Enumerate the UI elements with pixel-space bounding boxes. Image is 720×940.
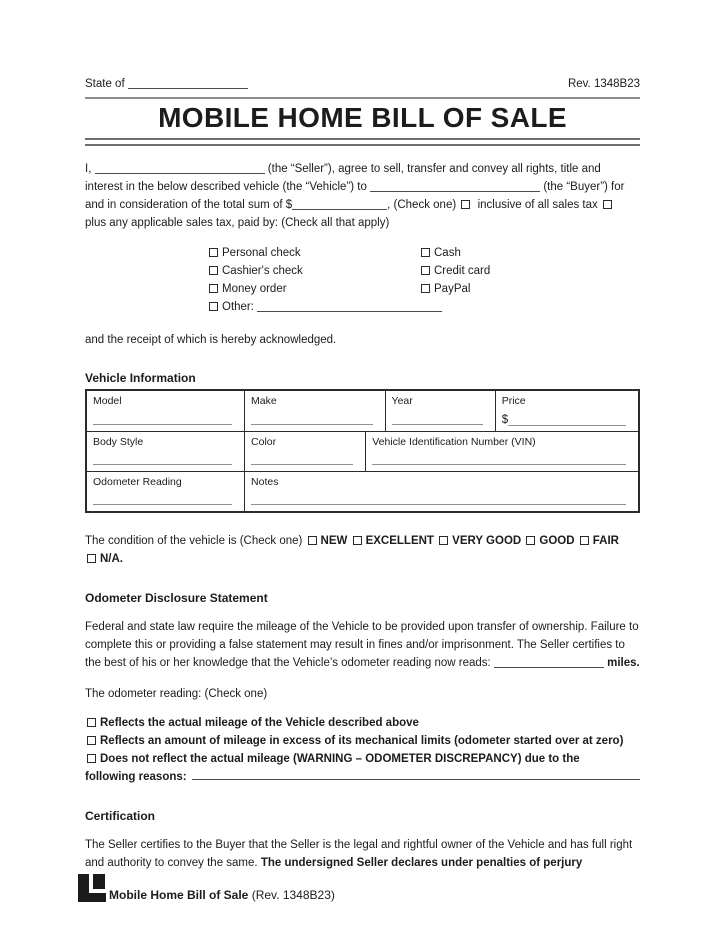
other-checkbox[interactable]: [209, 302, 218, 311]
footer-title: Mobile Home Bill of Sale: [109, 888, 249, 902]
odometer-option-actual: [85, 714, 640, 732]
make-label: Make: [251, 395, 277, 407]
condition-very-good-label: VERY GOOD: [452, 535, 522, 547]
cashiers-check-checkbox[interactable]: [209, 266, 218, 275]
plus-sales-tax-label: plus any applicable sales tax, paid by: (Check all that apply): [85, 217, 390, 229]
payment-column-right: [419, 244, 490, 316]
body-style-field[interactable]: [93, 464, 232, 465]
seller-name-field[interactable]: [95, 162, 265, 174]
odometer-law-paragraph: [85, 618, 640, 672]
price-prefix: $: [501, 414, 509, 426]
color-cell: [244, 432, 365, 471]
cash-label: Cash: [434, 247, 461, 259]
credit-card-checkbox[interactable]: [421, 266, 430, 275]
vin-field[interactable]: [372, 464, 626, 465]
other-field[interactable]: [257, 300, 442, 312]
intro-text-2: (the “Seller”), agree to sell, transfer and convey all rights, title and interest in the below described vehicle (the “Vehicle”) to: [85, 163, 601, 193]
odometer-options: [85, 714, 640, 786]
credit-card-label: Credit card: [434, 265, 491, 277]
odometer-reading-field[interactable]: [93, 504, 232, 505]
price-label: Price: [501, 395, 526, 407]
year-label: Year: [391, 395, 413, 407]
odometer-reading-cell: [87, 472, 244, 511]
payment-methods: [207, 244, 640, 316]
body-style-cell: [87, 432, 244, 471]
year-field[interactable]: [392, 424, 483, 425]
condition-lead: The condition of the vehicle is (Check one): [85, 535, 303, 547]
price-cell: [495, 391, 638, 431]
condition-new-checkbox[interactable]: [308, 536, 317, 545]
payment-option-cashiers-check: [207, 262, 419, 280]
personal-check-label: Personal check: [222, 247, 301, 259]
notes-field[interactable]: [251, 504, 626, 505]
intro-text-3: (the “Buyer”) for and in consideration of the total sum of $: [85, 181, 625, 211]
document-header: [85, 77, 640, 90]
table-row: [87, 391, 638, 431]
table-row: [87, 431, 638, 471]
money-order-label: Money order: [222, 283, 287, 295]
intro-text-1: I,: [85, 163, 92, 175]
model-field[interactable]: [93, 424, 232, 425]
payment-option-paypal: [419, 280, 490, 298]
plus-sales-tax-checkbox[interactable]: [603, 200, 612, 209]
year-cell: [385, 391, 495, 431]
condition-new-label: NEW: [320, 535, 348, 547]
page-footer: [78, 874, 335, 902]
make-field[interactable]: [251, 424, 373, 425]
certification-text: The Seller certifies to the Buyer that the Seller is the legal and rightful owner of the Vehicle and has full right and authority to convey the same.: [85, 839, 633, 869]
vehicle-information-table: [85, 389, 640, 513]
condition-fair-label: FAIR: [592, 535, 619, 547]
table-row: [87, 471, 638, 511]
payment-option-cash: [419, 244, 490, 262]
color-label: Color: [251, 436, 277, 448]
notes-cell: [244, 472, 638, 511]
paypal-label: PayPal: [434, 283, 471, 295]
certification-bold-text: The undersigned Seller declares under penalties of perjury: [260, 857, 583, 869]
odometer-excess-label: Reflects an amount of mileage in excess of its mechanical limits (odometer started over at zero): [100, 735, 624, 747]
certification-heading: Certification: [85, 809, 156, 823]
footer-revision: (Rev. 1348B23): [251, 888, 335, 902]
payment-column-left: [207, 244, 419, 316]
state-field[interactable]: [128, 77, 248, 89]
personal-check-checkbox[interactable]: [209, 248, 218, 257]
odometer-miles-field[interactable]: [494, 656, 604, 668]
odometer-option-excess: [85, 732, 640, 750]
condition-na-checkbox[interactable]: [87, 554, 96, 563]
odometer-reading-label: Odometer Reading: [93, 476, 182, 488]
footer-text: [109, 888, 335, 902]
model-cell: [87, 391, 244, 431]
odometer-excess-checkbox[interactable]: [87, 736, 96, 745]
state-of-label: State of: [85, 78, 125, 90]
cashiers-check-label: Cashier's check: [222, 265, 303, 277]
odometer-option-discrepancy: [85, 750, 640, 768]
discrepancy-reasons-line: [85, 768, 640, 786]
payment-option-money-order: [207, 280, 419, 298]
state-of-line: [85, 77, 248, 90]
following-reasons-label: following reasons:: [85, 771, 187, 783]
receipt-line: and the receipt of which is hereby acknowledged.: [85, 334, 337, 346]
odometer-actual-label: Reflects the actual mileage of the Vehicle described above: [100, 717, 419, 729]
title-rule: [85, 138, 640, 146]
odometer-discrepancy-checkbox[interactable]: [87, 754, 96, 763]
condition-na-label: N/A.: [100, 553, 123, 565]
document-title: MOBILE HOME BILL OF SALE: [158, 102, 567, 133]
odometer-check-lead: The odometer reading: (Check one): [85, 688, 268, 700]
odometer-actual-checkbox[interactable]: [87, 718, 96, 727]
condition-excellent-checkbox[interactable]: [353, 536, 362, 545]
legal-templates-logo-icon: [78, 874, 106, 902]
make-cell: [244, 391, 385, 431]
body-style-label: Body Style: [93, 436, 144, 448]
cash-checkbox[interactable]: [421, 248, 430, 257]
odometer-discrepancy-label: Does not reflect the actual mileage (WARNING – ODOMETER DISCREPANCY) due to the: [100, 753, 580, 765]
condition-fair-checkbox[interactable]: [580, 536, 589, 545]
other-label: Other:: [222, 301, 254, 313]
discrepancy-reasons-field[interactable]: [192, 768, 640, 780]
condition-excellent-label: EXCELLENT: [365, 535, 434, 547]
odometer-disclosure-heading: Odometer Disclosure Statement: [85, 591, 268, 605]
condition-statement: [85, 532, 640, 568]
paypal-checkbox[interactable]: [421, 284, 430, 293]
payment-option-other: [207, 298, 419, 316]
model-label: Model: [93, 395, 122, 407]
inclusive-sales-tax-checkbox[interactable]: [461, 200, 470, 209]
condition-good-checkbox[interactable]: [526, 536, 535, 545]
intro-text-4: , (Check one): [387, 199, 457, 211]
payment-option-credit-card: [419, 262, 490, 280]
color-field[interactable]: [251, 464, 353, 465]
payment-option-personal-check: [207, 244, 419, 262]
condition-very-good-checkbox[interactable]: [439, 536, 448, 545]
odometer-law-text: Federal and state law require the mileage of the Vehicle to be provided upon transfer of ownership. Failure to complete this or providing a false statement may result in fines and/or imprisonment. The Seller certifies to the best of his or her knowledge that the Vehicle’s odometer reading now reads:: [85, 621, 639, 669]
money-order-checkbox[interactable]: [209, 284, 218, 293]
buyer-name-field[interactable]: [370, 180, 540, 192]
vehicle-information-heading: Vehicle Information: [85, 371, 196, 385]
revision-label: Rev. 1348B23: [567, 78, 640, 90]
vin-cell: [365, 432, 638, 471]
miles-label: miles.: [607, 657, 640, 669]
condition-good-label: GOOD: [539, 535, 575, 547]
inclusive-sales-tax-label: inclusive of all sales tax: [477, 199, 598, 211]
certification-paragraph: [85, 836, 640, 872]
price-field[interactable]: [508, 414, 626, 426]
vin-label: Vehicle Identification Number (VIN): [372, 436, 536, 448]
sale-amount-field[interactable]: [292, 198, 387, 210]
notes-label: Notes: [251, 476, 279, 488]
header-rule: [85, 97, 640, 99]
intro-paragraph: [85, 160, 640, 232]
